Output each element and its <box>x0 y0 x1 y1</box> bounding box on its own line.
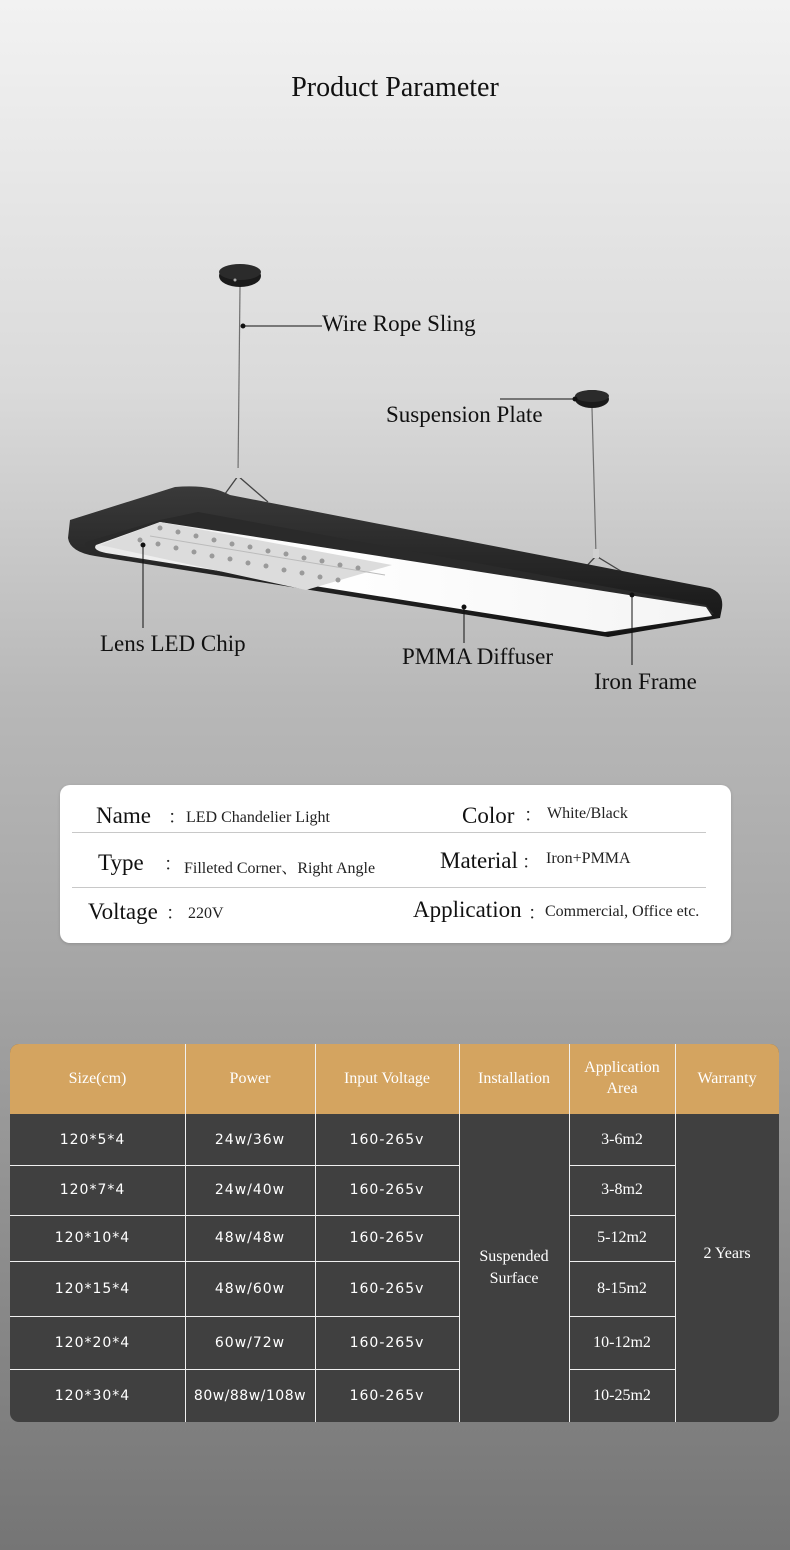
param-divider-1 <box>72 832 706 833</box>
header-installation: Installation <box>478 1069 550 1087</box>
header-application-area-line2: Area <box>606 1080 638 1097</box>
voltage-colon: ： <box>166 903 184 923</box>
table-cell-power: 80w/88w/108w <box>193 1387 307 1404</box>
table-cell-power: 24w/40w <box>214 1182 286 1198</box>
table-cell-power: 48w/60w <box>214 1280 286 1297</box>
installation-line1: Suspended <box>479 1248 549 1266</box>
parameter-card <box>60 785 731 943</box>
type-value: Filleted Corner、Right Angle <box>184 860 376 877</box>
table-cell-voltage: 160-265v <box>349 1230 425 1246</box>
type-colon: ： <box>164 854 182 874</box>
table-cell-area: 8-15m2 <box>597 1279 647 1297</box>
table-cell-voltage: 160-265v <box>349 1280 425 1297</box>
callout-lens-led-chip: Lens LED Chip <box>100 631 246 656</box>
ceiling-canopy-left <box>219 264 261 287</box>
callout-suspension-plate: Suspension Plate <box>386 402 543 427</box>
application-colon: ： <box>528 903 546 923</box>
param-row-name-color <box>60 795 731 845</box>
color-label: Color <box>462 803 515 828</box>
ceiling-canopy-right <box>575 390 609 408</box>
table-cell-size: 120*10*4 <box>54 1230 131 1246</box>
voltage-value: 220V <box>188 905 224 922</box>
name-label: Name <box>96 803 151 828</box>
table-cell-area: 3-8m2 <box>601 1181 643 1198</box>
table-cell-size: 120*5*4 <box>59 1131 126 1148</box>
header-power: Power <box>229 1069 271 1087</box>
header-size: Size(cm) <box>68 1069 127 1087</box>
material-value: Iron+PMMA <box>546 850 631 867</box>
name-value: LED Chandelier Light <box>186 809 330 826</box>
table-cell-power: 48w/48w <box>214 1230 286 1246</box>
callout-wire-rope-sling: Wire Rope Sling <box>322 311 476 336</box>
header-input-voltage: Input Voltage <box>343 1069 431 1087</box>
name-colon: ： <box>168 807 186 827</box>
table-cell-installation <box>459 1114 569 1422</box>
table-cell-size: 120*20*4 <box>54 1334 131 1351</box>
param-row-type-material <box>60 842 731 892</box>
page-title: Product Parameter <box>291 72 499 103</box>
table-cell-area: 3-6m2 <box>601 1130 643 1148</box>
table-cell-area: 10-12m2 <box>593 1333 651 1351</box>
wire-right <box>592 408 596 555</box>
color-colon: ： <box>524 805 542 825</box>
wire-left <box>238 287 240 475</box>
param-divider-2 <box>72 887 706 888</box>
table-cell-voltage: 160-265v <box>349 1131 425 1148</box>
param-row-voltage-application <box>60 891 731 941</box>
table-cell-voltage: 160-265v <box>349 1334 425 1351</box>
header-application-area <box>569 1044 675 1114</box>
spec-table <box>10 1044 779 1422</box>
table-cell-voltage: 160-265v <box>349 1182 425 1198</box>
color-value: White/Black <box>547 805 628 822</box>
callout-pmma-diffuser: PMMA Diffuser <box>402 644 554 669</box>
voltage-label: Voltage <box>88 899 158 924</box>
application-value: Commercial, Office etc. <box>545 903 700 920</box>
table-cell-power: 60w/72w <box>214 1334 286 1351</box>
header-application-area-line1: Application <box>584 1059 660 1077</box>
table-cell-voltage: 160-265v <box>349 1387 425 1404</box>
table-cell-size: 120*15*4 <box>54 1280 131 1297</box>
type-label: Type <box>98 850 144 875</box>
table-cell-size: 120*30*4 <box>54 1387 131 1404</box>
callout-iron-frame: Iron Frame <box>594 669 697 694</box>
table-cell-power: 24w/36w <box>214 1131 286 1148</box>
table-cell-warranty: 2 Years <box>703 1245 751 1262</box>
material-colon: ： <box>522 852 540 872</box>
table-cell-area: 10-25m2 <box>593 1386 651 1404</box>
table-cell-size: 120*7*4 <box>59 1182 126 1198</box>
installation-line2: Surface <box>489 1270 539 1287</box>
table-cell-area: 5-12m2 <box>597 1229 647 1246</box>
material-label: Material <box>440 848 518 873</box>
header-warranty: Warranty <box>697 1069 757 1087</box>
application-label: Application <box>413 897 522 922</box>
